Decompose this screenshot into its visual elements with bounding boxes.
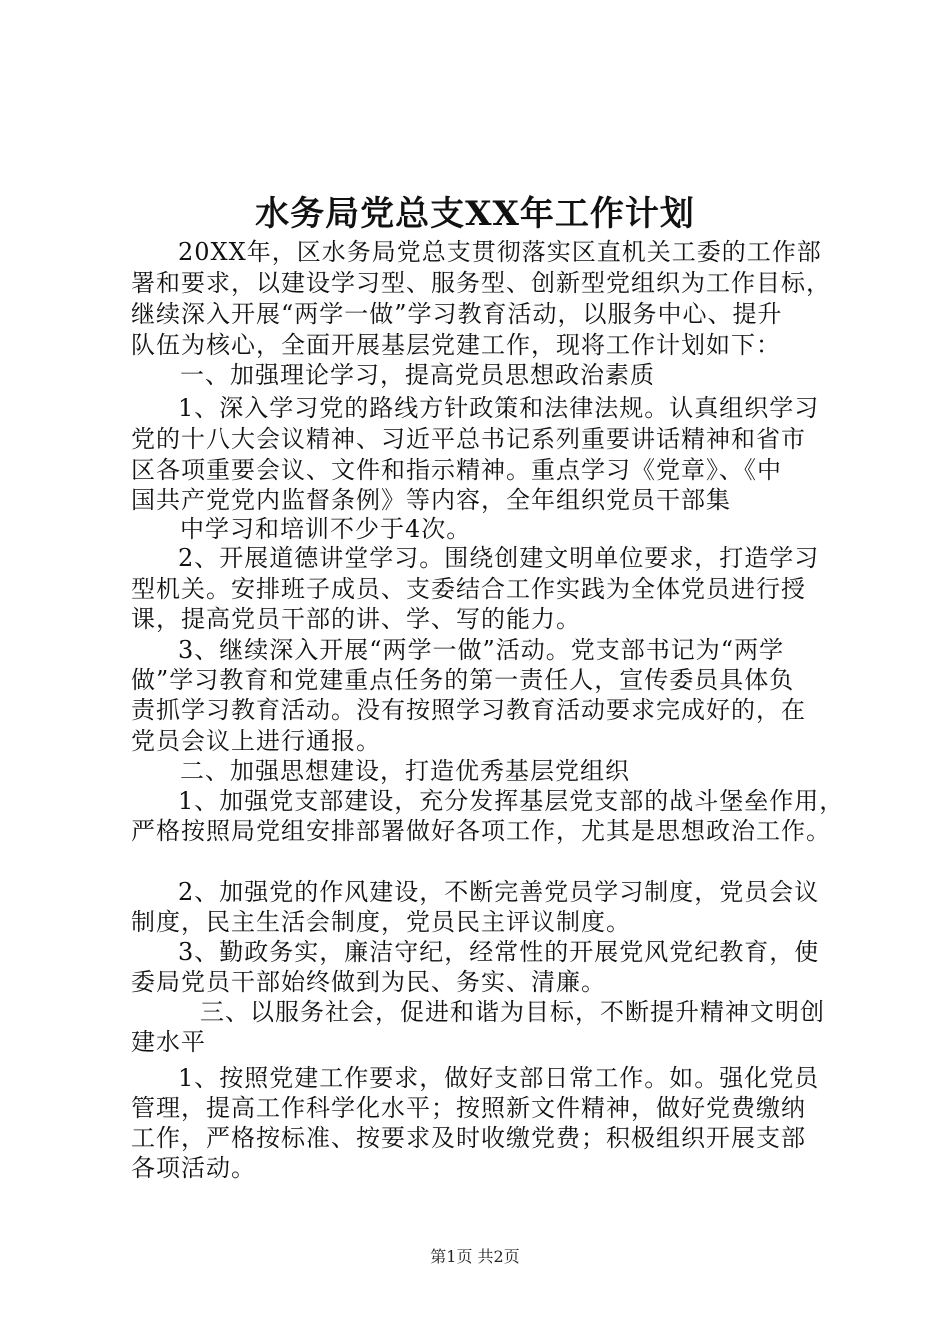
body-line: 型机关。安排班子成员、支委结合工作实践为全体党员进行授	[131, 575, 806, 603]
body-line: 区各项重要会议、文件和指示精神。重点学习《党章》、《中	[131, 456, 782, 484]
section-heading: 建水平	[131, 1028, 206, 1056]
body-line: 2、开展道德讲堂学习。围绕创建文明单位要求，打造学习	[178, 544, 820, 572]
section-heading: 二、加强思想建设，打造优秀基层党组织	[180, 757, 630, 785]
body-line: 党员会议上进行通报。	[131, 727, 381, 755]
body-line: 队伍为核心，全面开展基层党建工作，现将工作计划如下：	[131, 331, 781, 359]
body-line: 1、加强党支部建设，充分发挥基层党支部的战斗堡垒作用，	[178, 787, 845, 815]
section-heading: 三、以服务社会，促进和谐为目标，不断提升精神文明创	[200, 998, 825, 1026]
body-line: 2、加强党的作风建设，不断完善党员学习制度，党员会议	[178, 878, 820, 906]
body-line: 3、勤政务实，廉洁守纪，经常性的开展党风党纪教育，使	[178, 938, 820, 966]
body-line: 中学习和培训不少于4次。	[180, 515, 472, 543]
body-line: 各项活动。	[131, 1154, 256, 1182]
body-line: 1、深入学习党的路线方针政策和法律法规。认真组织学习	[178, 394, 820, 422]
body-line: 课，提高党员干部的讲、学、写的能力。	[131, 605, 581, 633]
body-line: 管理，提高工作科学化水平；按照新文件精神，做好党费缴纳	[131, 1094, 806, 1122]
body-line: 党的十八大会议精神、习近平总书记系列重要讲话精神和省市	[131, 425, 806, 453]
body-line: 严格按照局党组安排部署做好各项工作，尤其是思想政治工作。	[131, 817, 831, 845]
body-line: 委局党员干部始终做到为民、务实、清廉。	[131, 968, 606, 996]
body-line: 3、继续深入开展“两学一做”活动。党支部书记为“两学	[178, 636, 785, 664]
page-footer: 第1页 共2页	[430, 1247, 520, 1266]
body-line: 做”学习教育和党建重点任务的第一责任人，宣传委员具体负	[131, 666, 795, 694]
section-heading: 一、加强理论学习，提高党员思想政治素质	[180, 361, 655, 389]
body-line: 署和要求，以建设学习型、服务型、创新型党组织为工作目标，	[131, 269, 831, 297]
body-line: 责抓学习教育活动。没有按照学习教育活动要求完成好的，在	[131, 696, 806, 724]
body-line: 1、按照党建工作要求，做好支部日常工作。如。强化党员	[178, 1064, 820, 1092]
body-line: 国共产党党内监督条例》等内容，全年组织党员干部集	[131, 486, 731, 514]
body-line: 工作，严格按标准、按要求及时收缴党费；积极组织开展支部	[131, 1124, 806, 1152]
document-title: 水务局党总支XX年工作计划	[255, 194, 695, 234]
body-line: 20XX年，区水务局党总支贯彻落实区直机关工委的工作部	[178, 238, 822, 266]
body-line: 继续深入开展“两学一做”学习教育活动，以服务中心、提升	[131, 300, 783, 328]
body-line: 制度，民主生活会制度，党员民主评议制度。	[131, 908, 631, 936]
